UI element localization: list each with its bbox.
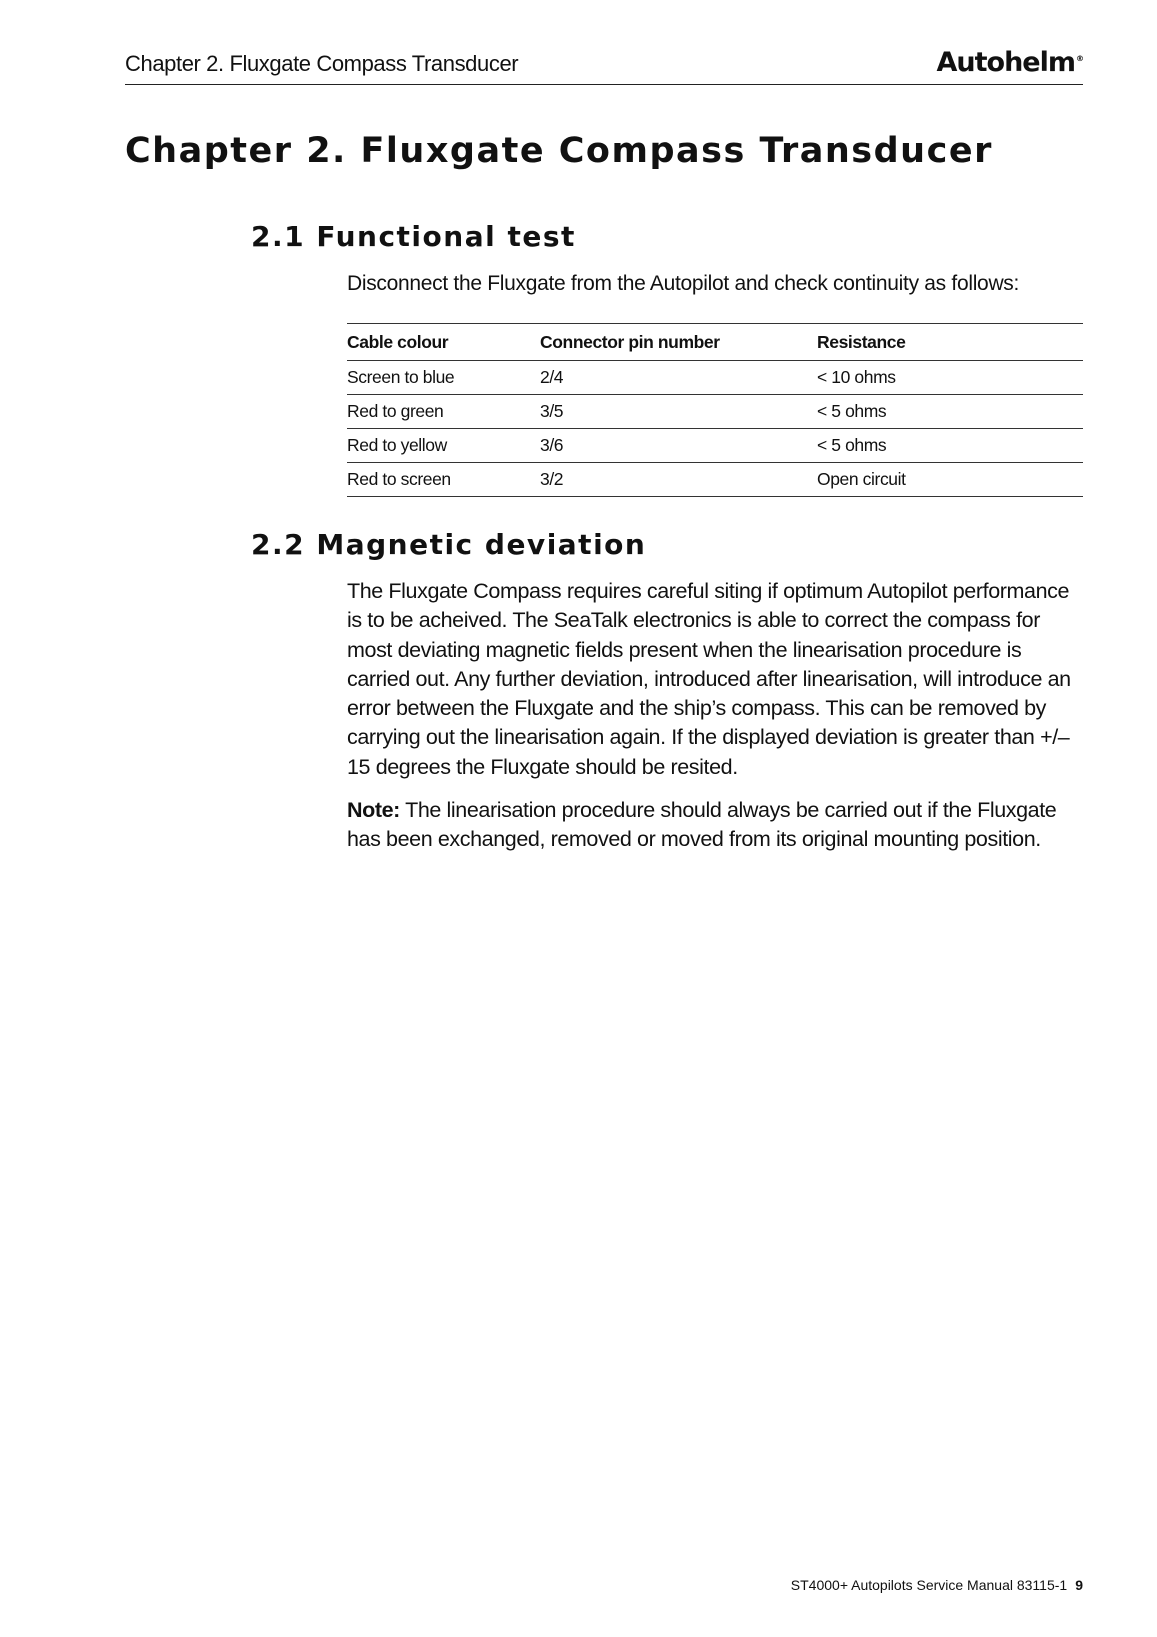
table-cell: < 5 ohms	[817, 429, 1083, 463]
column-header: Resistance	[817, 324, 1083, 361]
table-row	[347, 361, 1083, 395]
table-cell: Red to green	[347, 395, 540, 429]
continuity-table	[347, 323, 1083, 497]
table-cell: 2/4	[540, 361, 817, 395]
column-header: Connector pin number	[540, 324, 817, 361]
running-title: Chapter 2. Fluxgate Compass Transducer	[125, 51, 519, 76]
registered-mark: ®	[1076, 54, 1083, 63]
table-row	[347, 463, 1083, 497]
table-cell: 3/2	[540, 463, 817, 497]
table-row	[347, 429, 1083, 463]
section-title-functional-test: 2.1 Functional test	[251, 220, 576, 253]
note-label: Note:	[347, 798, 400, 822]
table-cell: < 5 ohms	[817, 395, 1083, 429]
magnetic-deviation-paragraph: The Fluxgate Compass requires careful siting if optimum Autopilot performance is to be acheived. The SeaTalk electronics is able to correct the compass for most deviating magnetic fields present when the linearisation procedure is carried out. Any further deviation, introduced after linearisation, will introduce an error between the Fluxgate and the ship’s compass. This can be removed by carrying out the linearisation again. If the displayed deviation is greater than +/– 15 degrees the Fluxgate should be resited.	[347, 579, 1071, 779]
footer-manual-title: ST4000+ Autopilots Service Manual 83115-1	[790, 1577, 1068, 1593]
autohelm-logo	[937, 47, 1084, 78]
table-header-row	[347, 324, 1083, 361]
note-paragraph	[347, 796, 1083, 855]
note-text: The linearisation procedure should always be carried out if the Fluxgate has been exchanged, removed or moved from its original mounting position.	[347, 798, 1057, 852]
table-cell: 3/5	[540, 395, 817, 429]
chapter-title: Chapter 2. Fluxgate Compass Transducer	[125, 131, 993, 171]
page-footer	[791, 1577, 1083, 1593]
logo-text: Autohelm	[936, 47, 1075, 78]
table-cell: Open circuit	[817, 463, 1083, 497]
page-number: 9	[1075, 1577, 1083, 1593]
section-title-magnetic-deviation: 2.2 Magnetic deviation	[251, 528, 647, 561]
table-cell: Screen to blue	[347, 361, 540, 395]
table-cell: Red to screen	[347, 463, 540, 497]
column-header: Cable colour	[347, 324, 540, 361]
table-cell: 3/6	[540, 429, 817, 463]
functional-test-intro: Disconnect the Fluxgate from the Autopilot and check continuity as follows:	[347, 272, 1020, 295]
table-cell: Red to yellow	[347, 429, 540, 463]
running-header	[125, 48, 1083, 85]
table-cell: < 10 ohms	[817, 361, 1083, 395]
table-row	[347, 395, 1083, 429]
